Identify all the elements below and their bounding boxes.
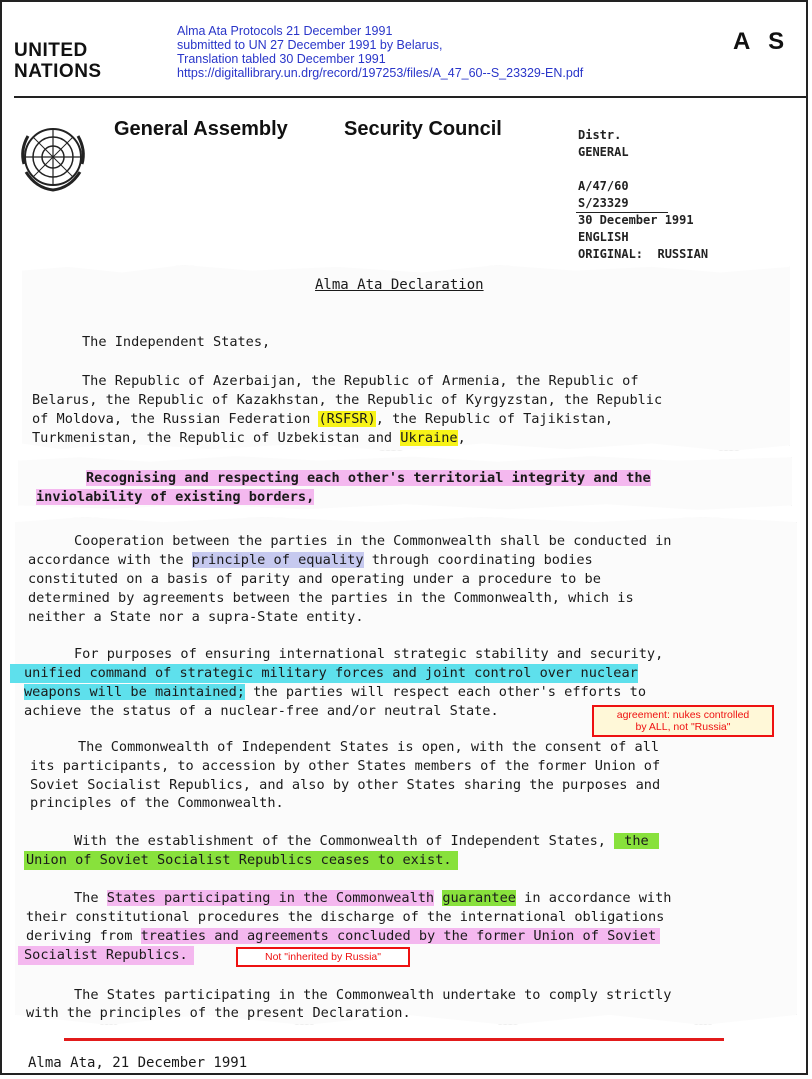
guarantee-line-1 xyxy=(74,889,671,908)
states-line-4 xyxy=(32,429,466,448)
reference-note xyxy=(177,24,583,80)
guarantee-line-3 xyxy=(26,927,660,946)
open-line-2: its participants, to accession by other States members of the former Union of xyxy=(30,758,661,774)
guarantee-text: deriving from xyxy=(26,928,141,944)
open-line-1: The Commonwealth of Independent States is open, with the consent of all xyxy=(78,739,660,755)
document-original: ORIGINAL: RUSSIAN xyxy=(578,247,709,261)
states-text: , the Republic of Tajikistan, xyxy=(375,411,614,427)
ukraine-highlight: Ukraine xyxy=(400,430,458,446)
coop-line-5: neither a State nor a supra-State entity. xyxy=(28,609,364,625)
symbol-underline xyxy=(576,212,668,213)
red-underline xyxy=(64,1038,724,1041)
states-text: Turkmenistan, the Republic of Uzbekistan and xyxy=(32,430,401,446)
guarantee-line-4: Socialist Republics. xyxy=(18,946,194,965)
intro-line: The Independent States, xyxy=(82,334,271,350)
ussr-ceases-highlight: the xyxy=(614,833,659,849)
reference-url-link[interactable]: https://digitallibrary.un.drg/record/197253/files/A_47_60--S_23329-EN.pdf xyxy=(177,66,584,80)
guarantee-highlight: guarantee xyxy=(442,890,516,906)
nukes-annotation: agreement: nukes controlled by ALL, not "Russia" xyxy=(592,705,774,737)
recognising-line-2 xyxy=(36,488,314,507)
inherited-annotation: Not "inherited by Russia" xyxy=(236,947,410,967)
united-nations-wordmark: UNITED NATIONS xyxy=(14,40,102,82)
guarantee-text: in accordance with xyxy=(515,890,672,906)
security-text: the parties will respect each other's efforts to xyxy=(244,684,647,700)
recognising-highlight: Recognising and respecting each other's territorial integrity and the xyxy=(86,470,651,486)
states-line-3 xyxy=(32,410,613,429)
security-line-4: achieve the status of a nuclear-free and/or neutral State. xyxy=(24,703,499,719)
open-line-3: Soviet Socialist Republics, and also by other States sharing the purposes and xyxy=(30,777,661,793)
distr-label: Distr. xyxy=(578,128,622,142)
coop-text: accordance with the xyxy=(28,552,192,568)
rsfsr-highlight: (RSFSR) xyxy=(318,411,376,427)
reference-line-1: Alma Ata Protocols 21 December 1991 xyxy=(177,24,393,38)
open-line-4: principles of the Commonwealth. xyxy=(30,795,284,811)
document-date: 30 December 1991 xyxy=(578,213,694,227)
security-line-1: For purposes of ensuring international strategic stability and security, xyxy=(74,646,664,662)
un-emblem-icon xyxy=(16,120,90,194)
reference-line-3: Translation tabled 30 December 1991 xyxy=(177,52,386,66)
coop-line-2 xyxy=(28,551,593,570)
guarantee-line-2: their constitutional procedures the discharge of the international obligations xyxy=(26,909,665,925)
comply-line-2: with the principles of the present Declaration. xyxy=(26,1005,411,1021)
header-divider xyxy=(14,96,808,98)
nuclear-control-highlight: weapons will be maintained; xyxy=(24,684,245,700)
security-line-3 xyxy=(10,683,646,702)
security-line-2: unified command of strategic military forces and joint control over nuclear xyxy=(10,664,638,683)
states-text: of Moldova, the Russian Federation xyxy=(32,411,319,427)
distribution-block xyxy=(578,127,708,263)
coop-line-3: constituted on a basis of parity and operating under a procedure to be xyxy=(28,571,601,587)
general-assembly-heading: General Assembly xyxy=(114,118,288,140)
coop-line-4: determined by agreements between the parties in the Commonwealth, which is xyxy=(28,590,634,606)
treaties-highlight: treaties and agreements concluded by the former Union of Soviet xyxy=(141,928,661,944)
coop-text: through coordinating bodies xyxy=(363,552,593,568)
cease-line-2: Union of Soviet Socialist Republics ceases to exist. xyxy=(24,851,458,870)
coop-line-1: Cooperation between the parties in the Commonwealth shall be conducted in xyxy=(74,533,672,549)
states-text: , xyxy=(457,430,466,446)
comply-line-1: The States participating in the Commonwealth undertake to comply strictly xyxy=(74,987,672,1003)
recognising-line-1 xyxy=(36,469,651,488)
equality-highlight: principle of equality xyxy=(191,552,364,568)
states-line-2: Belarus, the Republic of Kazakhstan, the Republic of Kyrgyzstan, the Republic xyxy=(32,392,663,408)
recognising-highlight: inviolability of existing borders, xyxy=(36,489,315,505)
states-participating-highlight: States participating in the Commonwealth xyxy=(106,890,435,906)
guarantee-text: The xyxy=(74,890,107,906)
cease-text: With the establishment of the Commonwealth of Independent States, xyxy=(74,833,615,849)
document-language: ENGLISH xyxy=(578,230,629,244)
distr-general: GENERAL xyxy=(578,145,629,159)
symbol-s: S/23329 xyxy=(578,196,629,210)
cease-line-1 xyxy=(74,832,659,851)
security-council-heading: Security Council xyxy=(344,118,502,140)
reference-line-2: submitted to UN 27 December 1991 by Belarus, xyxy=(177,38,443,52)
declaration-title: Alma Ata Declaration xyxy=(315,277,484,293)
signoff-line: Alma Ata, 21 December 1991 xyxy=(28,1055,248,1071)
symbol-a: A/47/60 xyxy=(578,179,629,193)
document-code: A S xyxy=(733,28,791,55)
states-line-1: The Republic of Azerbaijan, the Republic of Armenia, the Republic of xyxy=(82,373,639,389)
